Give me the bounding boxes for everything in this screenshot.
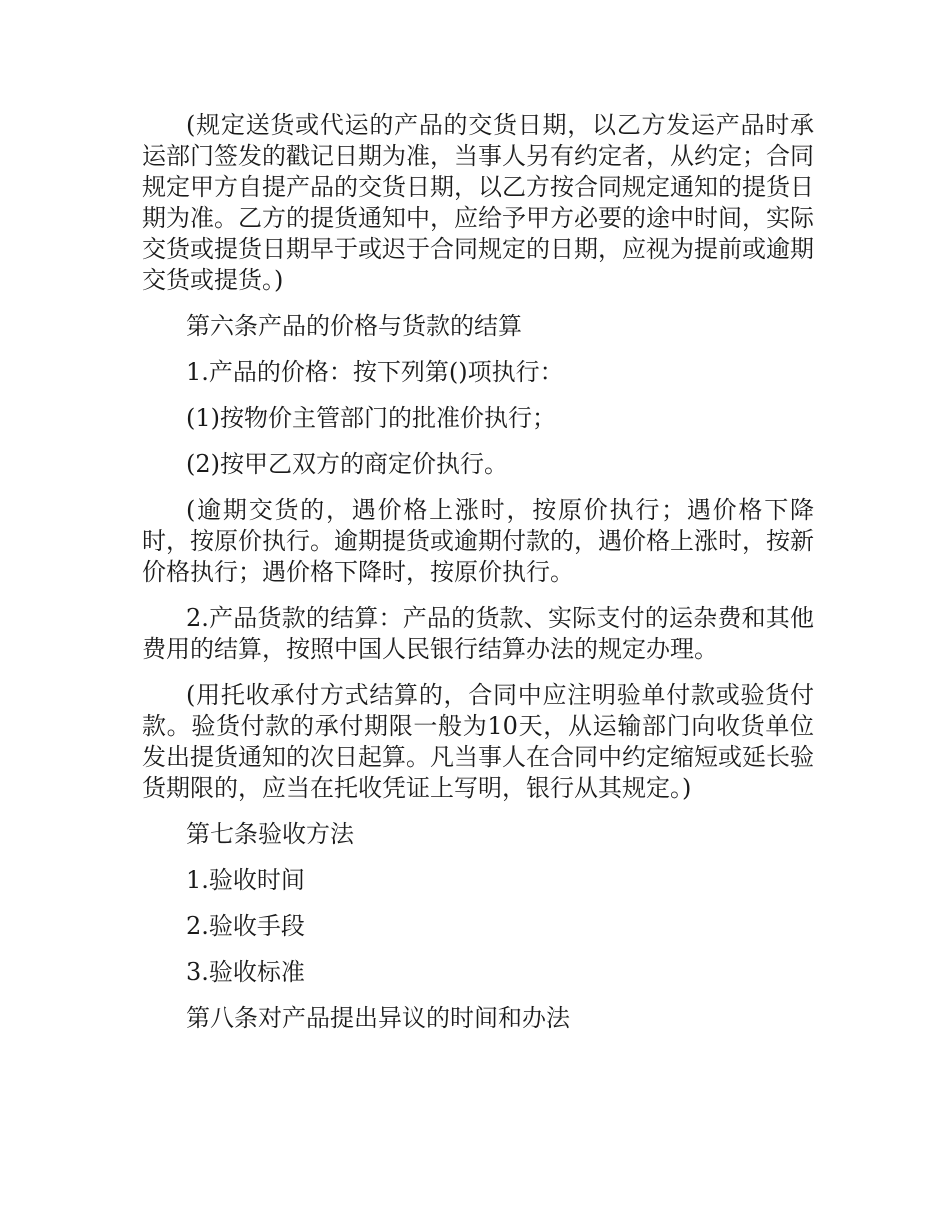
document-body	[142, 110, 814, 1049]
paragraph-price-clause: 1.产品的价格：按下列第()项执行：	[186, 358, 564, 386]
heading-article-8: 第八条对产品提出异议的时间和办法	[186, 1004, 570, 1032]
paragraph-overdue-price-note: (逾期交货的，遇价格上涨时，按原价执行；遇价格下降时，按原价执行。逾期提货或逾期付款的，遇价格上涨时，按新价格执行；遇价格下降时，按原价执行。	[142, 496, 814, 586]
paragraph-collection-note: (用托收承付方式结算的，合同中应注明验单付款或验货付款。验货付款的承付期限一般为10天，从运输部门向收货单位发出提货通知的次日起算。凡当事人在合同中约定缩短或延长验货期限的，应当在托收凭证上写明，银行从其规定。)	[142, 681, 814, 802]
paragraph-price-option-2: (2)按甲乙双方的商定价执行。	[186, 450, 508, 478]
paragraph-delivery-date-note: (规定送货或代运的产品的交货日期，以乙方发运产品时承运部门签发的戳记日期为准，当事人另有约定者，从约定；合同规定甲方自提产品的交货日期，以乙方按合同规定通知的提货日期为准。乙方的提货通知中，应给予甲方必要的途中时间，实际交货或提货日期早于或迟于合同规定的日期，应视为提前或逾期交货或提货。)	[142, 111, 814, 294]
paragraph-inspection-means: 2.验收手段	[186, 912, 305, 940]
paragraph-inspection-standard: 3.验收标准	[186, 958, 305, 986]
paragraph-price-option-1: (1)按物价主管部门的批准价执行；	[186, 404, 556, 432]
paragraph-settlement-clause: 2.产品货款的结算：产品的货款、实际支付的运杂费和其他费用的结算，按照中国人民银行结算办法的规定办理。	[142, 604, 814, 663]
heading-article-6: 第六条产品的价格与货款的结算	[186, 312, 522, 340]
heading-article-7: 第七条验收方法	[186, 820, 354, 848]
paragraph-inspection-time: 1.验收时间	[186, 866, 305, 894]
